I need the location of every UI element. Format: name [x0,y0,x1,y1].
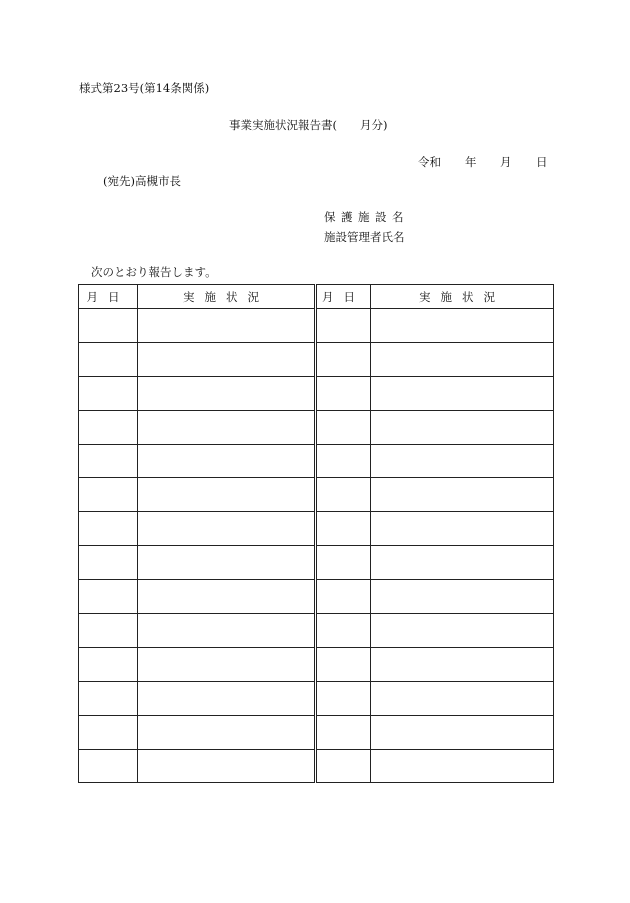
date-day-label: 日 [536,155,548,169]
date-cell-left[interactable] [79,580,138,614]
table-row [79,478,554,512]
status-cell-left[interactable] [138,749,316,783]
status-cell-left[interactable] [138,512,316,546]
date-cell-right[interactable] [316,614,371,648]
status-cell-left[interactable] [138,410,316,444]
status-cell-right[interactable] [371,444,554,478]
date-cell-right[interactable] [316,749,371,783]
column-header-date-right: 月日 [316,285,371,309]
date-cell-left[interactable] [79,444,138,478]
status-cell-right[interactable] [371,478,554,512]
status-cell-right[interactable] [371,647,554,681]
date-cell-right[interactable] [316,546,371,580]
status-cell-right[interactable] [371,376,554,410]
status-cell-right[interactable] [371,681,554,715]
table-row [79,512,554,546]
addressee: (宛先)高槻市長 [103,174,181,188]
status-cell-left[interactable] [138,681,316,715]
status-cell-right[interactable] [371,410,554,444]
table-row [79,749,554,783]
form-number: 様式第23号(第14条関係) [79,81,210,95]
status-cell-right[interactable] [371,546,554,580]
table-body [79,309,554,783]
date-cell-left[interactable] [79,546,138,580]
date-cell-right[interactable] [316,444,371,478]
date-cell-left[interactable] [79,478,138,512]
table-row [79,647,554,681]
column-header-status-left: 実施状況 [138,285,316,309]
table-row [79,681,554,715]
date-month-label: 月 [500,155,512,169]
document-title: 事業実施状況報告書( 月分) [229,118,388,132]
table-row [79,309,554,343]
intro-text: 次のとおり報告します。 [91,265,217,279]
table-row [79,546,554,580]
table-row [79,410,554,444]
date-era-label: 令和 [418,155,441,169]
date-cell-right[interactable] [316,647,371,681]
date-cell-left[interactable] [79,614,138,648]
date-cell-right[interactable] [316,715,371,749]
date-cell-left[interactable] [79,376,138,410]
status-cell-right[interactable] [371,342,554,376]
date-cell-right[interactable] [316,342,371,376]
status-cell-right[interactable] [371,580,554,614]
date-cell-right[interactable] [316,309,371,343]
status-cell-left[interactable] [138,342,316,376]
date-cell-left[interactable] [79,749,138,783]
status-cell-left[interactable] [138,580,316,614]
status-cell-right[interactable] [371,715,554,749]
status-cell-right[interactable] [371,749,554,783]
date-cell-right[interactable] [316,376,371,410]
facility-name-label: 保護施設名 [324,210,409,224]
status-cell-left[interactable] [138,376,316,410]
table-row [79,715,554,749]
date-cell-left[interactable] [79,410,138,444]
date-cell-right[interactable] [316,580,371,614]
date-cell-left[interactable] [79,647,138,681]
status-cell-left[interactable] [138,647,316,681]
status-cell-left[interactable] [138,715,316,749]
status-cell-left[interactable] [138,546,316,580]
report-table [78,284,554,783]
date-cell-left[interactable] [79,309,138,343]
table-row [79,614,554,648]
date-cell-left[interactable] [79,715,138,749]
date-year-label: 年 [465,155,477,169]
table-row [79,376,554,410]
status-cell-left[interactable] [138,478,316,512]
status-cell-left[interactable] [138,309,316,343]
table-row [79,580,554,614]
status-cell-left[interactable] [138,614,316,648]
date-cell-right[interactable] [316,681,371,715]
status-cell-right[interactable] [371,309,554,343]
table-row [79,444,554,478]
status-cell-right[interactable] [371,512,554,546]
date-cell-left[interactable] [79,681,138,715]
table-header-row [79,285,554,309]
status-cell-right[interactable] [371,614,554,648]
table-row [79,342,554,376]
column-header-status-right: 実施状況 [371,285,554,309]
date-cell-right[interactable] [316,478,371,512]
column-header-date-left: 月日 [79,285,138,309]
manager-name-label: 施設管理者氏名 [324,230,405,244]
status-cell-left[interactable] [138,444,316,478]
date-cell-left[interactable] [79,512,138,546]
date-cell-right[interactable] [316,512,371,546]
date-cell-left[interactable] [79,342,138,376]
date-cell-right[interactable] [316,410,371,444]
